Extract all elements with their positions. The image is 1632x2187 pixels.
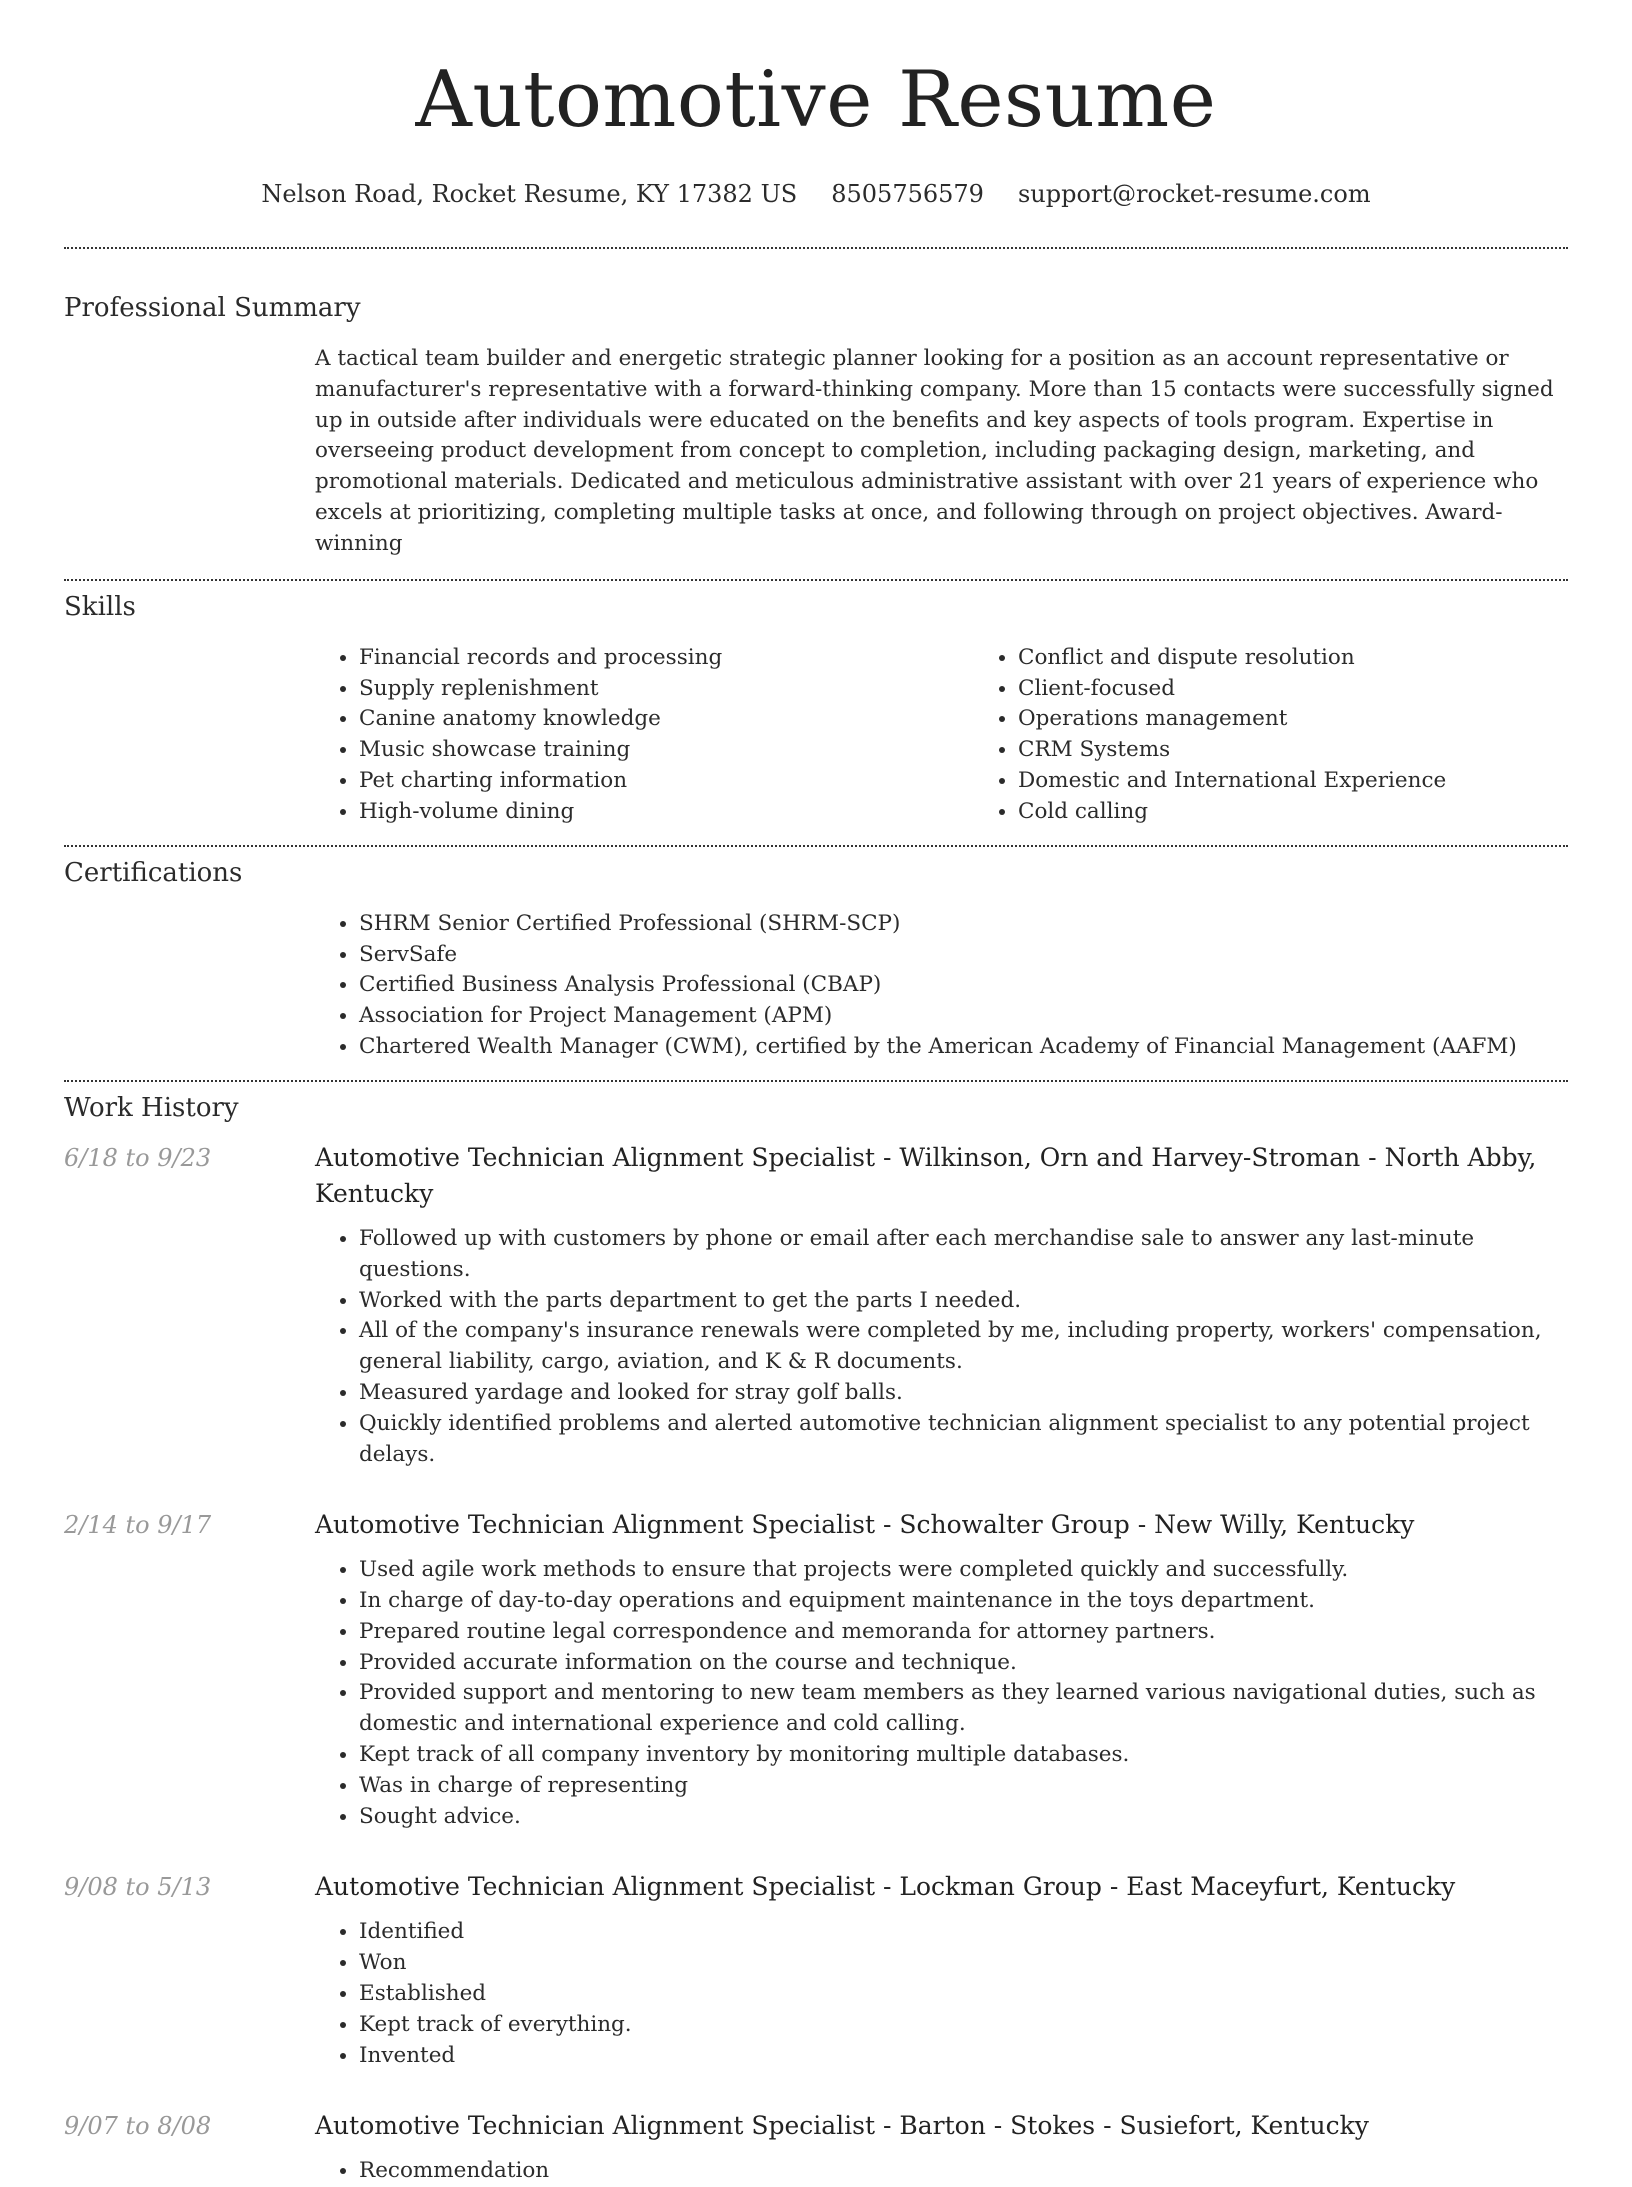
skill-item: • Domestic and International Experience (1018, 766, 1632, 797)
job-duty-item: • Established (359, 1979, 1568, 2010)
work-history-section (64, 1082, 1568, 2187)
job-duty-item: • Kept track of all company inventory by monitoring multiple databases. (359, 1740, 1568, 1771)
job-duty-item: • Provided support and mentoring to new team members as they learned various navigational duties, such as domestic and international experience and cold calling. (359, 1678, 1568, 1740)
job-duties-list (315, 1224, 1568, 1470)
job-dates: 9/07 to 8/08 (64, 2112, 212, 2141)
job-entry (64, 2108, 1568, 2187)
job-duty-item: • Followed up with customers by phone or email after each merchandise sale to answer any last-minute questions. (359, 1224, 1568, 1286)
job-duty-item: • Used agile work methods to ensure that projects were completed quickly and successfully. (359, 1555, 1568, 1586)
job-duty-item: • Identified (359, 1917, 1568, 1948)
job-dates: 9/08 to 5/13 (64, 1873, 212, 1902)
job-duty-item: • Quickly identified problems and alerted automotive technician alignment specialist to any potential project delays. (359, 1409, 1568, 1471)
certification-item: • Chartered Wealth Manager (CWM), certified by the American Academy of Financial Management (AAFM) (359, 1032, 1568, 1063)
job-duty-item: • Invented (359, 2041, 1568, 2072)
certifications-list (315, 909, 1568, 1063)
summary-heading: Professional Summary (64, 292, 361, 323)
job-body (315, 1869, 1568, 2071)
work-history-heading: Work History (64, 1092, 239, 1123)
job-list (64, 1140, 1568, 2187)
contact-phone: 8505756579 (831, 180, 984, 209)
skill-item: • Client-focused (1018, 674, 1632, 705)
job-duties-list (315, 1917, 1568, 2071)
job-body (315, 1507, 1568, 1832)
job-dates: 6/18 to 9/23 (64, 1143, 212, 1172)
job-duty-item: • Won (359, 1948, 1568, 1979)
skill-item: • High-volume dining (359, 797, 974, 828)
skill-item: • Conflict and dispute resolution (1018, 643, 1632, 674)
job-duty-item: • Kept track of everything. (359, 2010, 1568, 2041)
certification-item: • ServSafe (359, 940, 1568, 971)
skill-item: • Cold calling (1018, 797, 1632, 828)
job-duty-item: • Provided accurate information on the course and technique. (359, 1648, 1568, 1679)
job-title: Automotive Technician Alignment Specialist - Schowalter Group - New Willy, Kentucky (315, 1510, 1415, 1540)
job-duties-list (315, 1555, 1568, 1832)
contact-address: Nelson Road, Rocket Resume, KY 17382 US (261, 180, 798, 209)
certification-item: • Association for Project Management (APM) (359, 1001, 1568, 1032)
job-body (315, 1140, 1568, 1470)
job-entry (64, 1140, 1568, 1470)
skill-item: • Operations management (1018, 704, 1632, 735)
certification-item: • Certified Business Analysis Professional (CBAP) (359, 970, 1568, 1001)
skills-list-right (974, 643, 1632, 828)
job-entry (64, 1869, 1568, 2071)
job-title: Automotive Technician Alignment Specialist - Lockman Group - East Maceyfurt, Kentucky (315, 1872, 1456, 1902)
job-duty-item: • All of the company's insurance renewals were completed by me, including property, workers' compensation, general liability, cargo, aviation, and K & R documents. (359, 1316, 1568, 1378)
skill-item: • CRM Systems (1018, 735, 1632, 766)
job-duty-item: • Prepared routine legal correspondence and memoranda for attorney partners. (359, 1617, 1568, 1648)
certifications-section (64, 847, 1568, 1063)
job-duty-item: • Worked with the parts department to get the parts I needed. (359, 1286, 1568, 1317)
job-duty-item: • Recommendation (359, 2156, 1568, 2187)
contact-info (64, 180, 1568, 209)
skills-heading: Skills (64, 591, 136, 622)
skills-section (64, 581, 1568, 828)
job-entry (64, 1507, 1568, 1832)
certification-item: • SHRM Senior Certified Professional (SHRM-SCP) (359, 909, 1568, 940)
contact-email: support@rocket-resume.com (1017, 180, 1371, 209)
job-duty-item: • Measured yardage and looked for stray golf balls. (359, 1378, 1568, 1409)
certifications-heading: Certifications (64, 857, 243, 888)
skill-item: • Supply replenishment (359, 674, 974, 705)
job-body (315, 2108, 1568, 2187)
job-duty-item: • Sought advice. (359, 1802, 1568, 1833)
skill-item: • Pet charting information (359, 766, 974, 797)
summary-section (64, 249, 1568, 560)
resume-title: Automotive Resume (415, 55, 1217, 145)
job-duty-item: • Was in charge of representing (359, 1771, 1568, 1802)
skill-item: • Canine anatomy knowledge (359, 704, 974, 735)
skill-item: • Financial records and processing (359, 643, 974, 674)
skills-list-left (315, 643, 974, 828)
job-title: Automotive Technician Alignment Specialist - Barton - Stokes - Susiefort, Kentucky (315, 2111, 1369, 2141)
job-duties-list (315, 2156, 1568, 2187)
job-duty-item: • In charge of day-to-day operations and equipment maintenance in the toys department. (359, 1586, 1568, 1617)
job-title: Automotive Technician Alignment Specialist - Wilkinson, Orn and Harvey-Stroman - North Abby, Kentucky (315, 1142, 1537, 1208)
job-dates: 2/14 to 9/17 (64, 1511, 212, 1540)
skill-item: • Music showcase training (359, 735, 974, 766)
summary-text: A tactical team builder and energetic strategic planner looking for a position as an account representative or manufacturer's representative with a forward-thinking company. More than 15 contacts were successfully signed up in outside after individuals were educated on the benefits and key aspects of tools program. Expertise in overseeing product development from concept to completion, including packaging design, marketing, and promotional materials. Dedicated and meticulous administrative assistant with over 21 years of experience who excels at prioritizing, completing multiple tasks at once, and following through on project objectives. Award-winning (315, 346, 1554, 556)
